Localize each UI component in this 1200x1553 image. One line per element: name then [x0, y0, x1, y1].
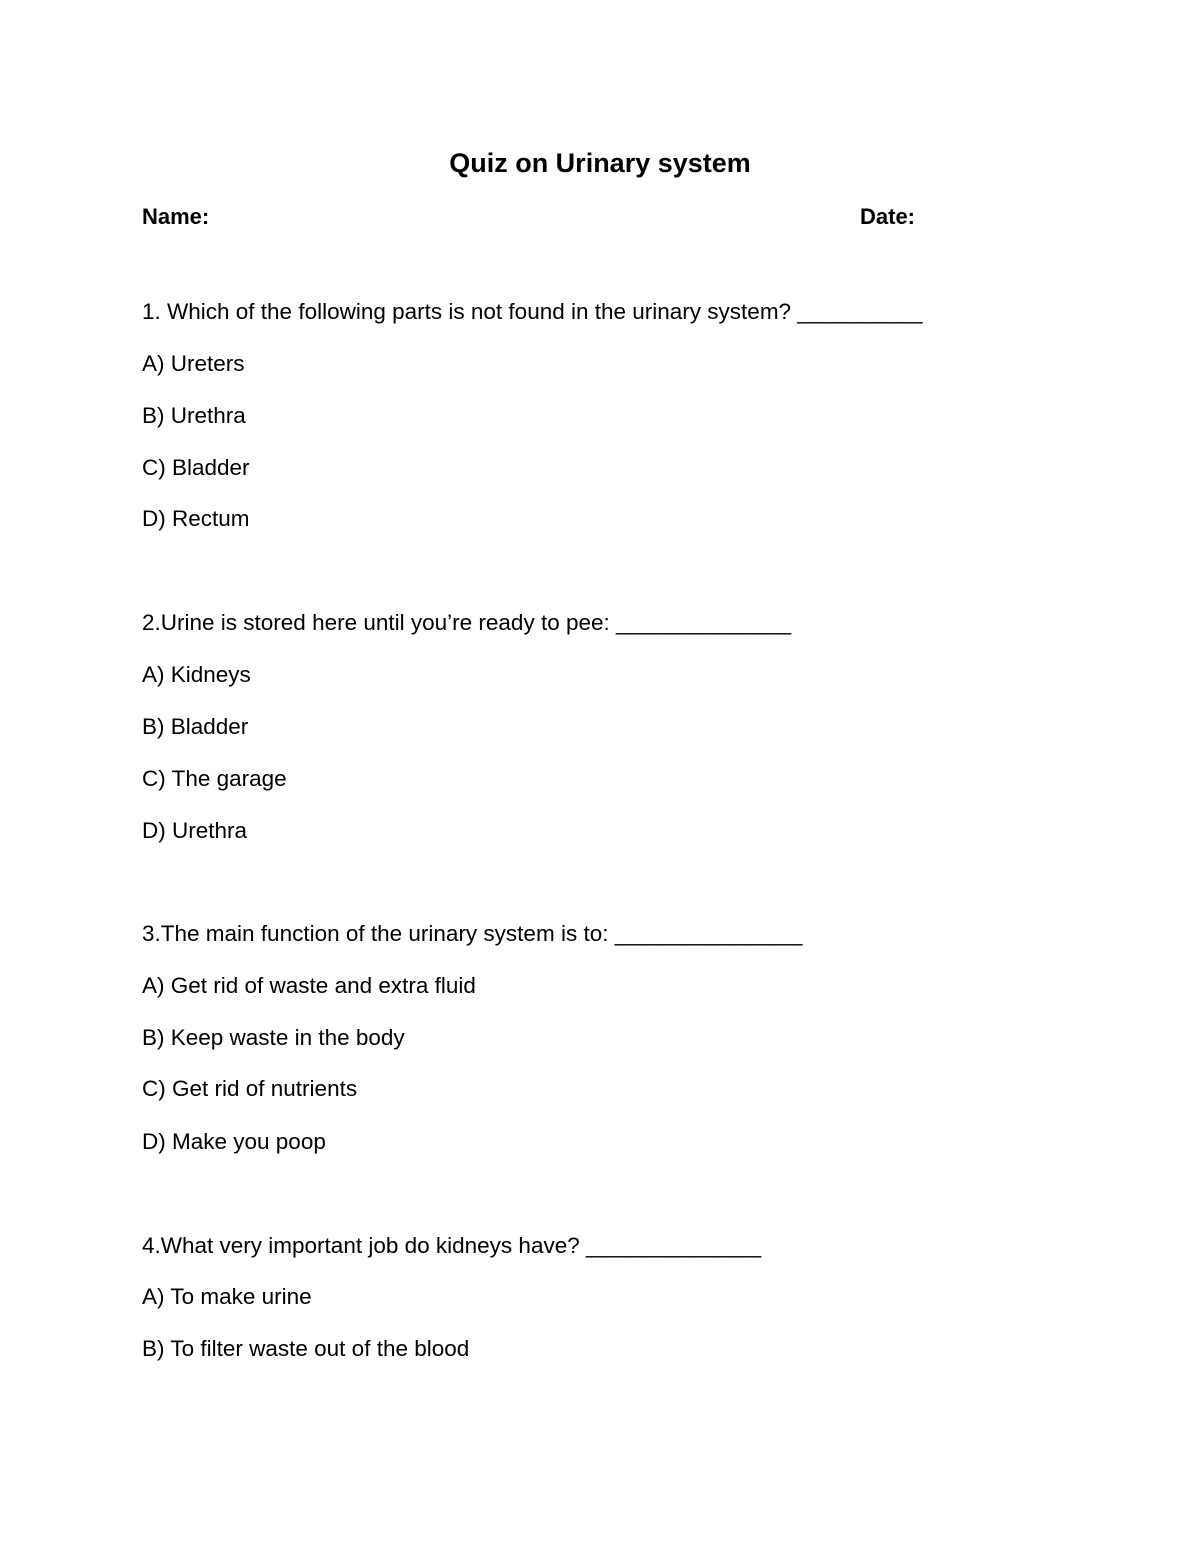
question-3-prompt: 3.The main function of the urinary system is to: _______________ [142, 921, 803, 946]
question-2-option-a: A) Kidneys [142, 662, 251, 687]
question-4-option-b: B) To filter waste out of the blood [142, 1336, 470, 1361]
question-1-option-b: B) Urethra [142, 403, 246, 428]
question-4-prompt: 4.What very important job do kidneys have? ______________ [142, 1233, 762, 1258]
question-3-option-b: B) Keep waste in the body [142, 1025, 405, 1050]
page-title: Quiz on Urinary system [449, 148, 751, 178]
question-1-option-a: A) Ureters [142, 351, 245, 376]
question-1-option-c: C) Bladder [142, 455, 250, 480]
question-3-option-d: D) Make you poop [142, 1129, 326, 1154]
question-1-prompt: 1. Which of the following parts is not found in the urinary system? __________ [142, 299, 923, 324]
question-3-option-c: C) Get rid of nutrients [142, 1076, 358, 1101]
question-2-option-d: D) Urethra [142, 818, 248, 843]
question-4-option-a: A) To make urine [142, 1284, 312, 1309]
question-2-prompt: 2.Urine is stored here until you’re ready to pee: ______________ [142, 610, 792, 635]
question-3-option-a: A) Get rid of waste and extra fluid [142, 973, 476, 998]
name-label: Name: [142, 204, 210, 229]
question-2-option-c: C) The garage [142, 766, 287, 791]
question-2-option-b: B) Bladder [142, 714, 249, 739]
date-label: Date: [860, 204, 916, 229]
question-1-option-d: D) Rectum [142, 506, 250, 531]
